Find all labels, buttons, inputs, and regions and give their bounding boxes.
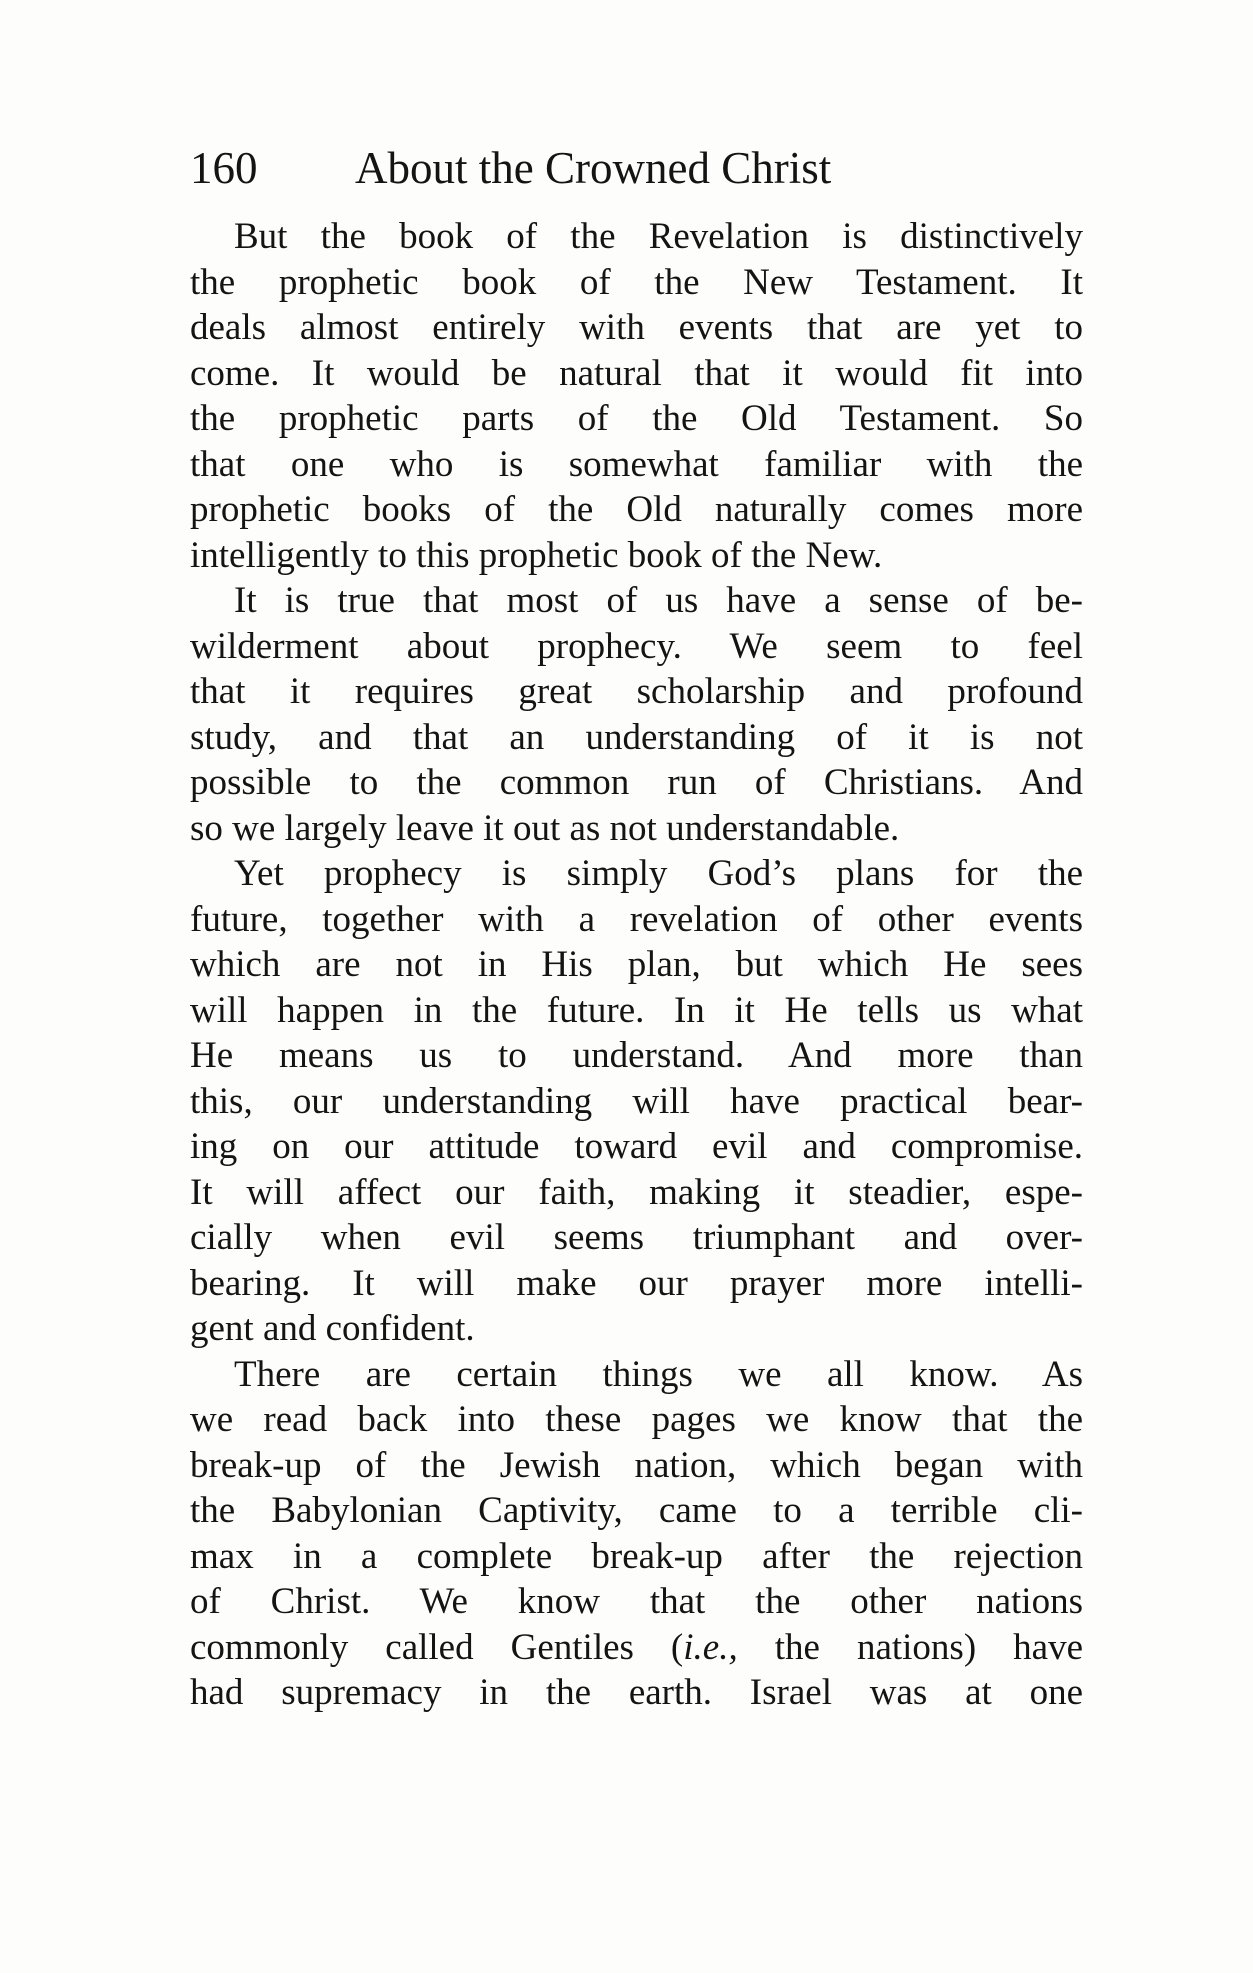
text-line: come. It would be natural that it would fit into	[190, 352, 1083, 394]
text-line: It is true that most of us have a sense of be-	[234, 580, 1083, 621]
text-line: break-up of the Jewish nation, which began with	[190, 1444, 1083, 1486]
text-line: deals almost entirely with events that are yet to	[190, 307, 1083, 348]
text-line: He means us to understand. And more than	[190, 1035, 1083, 1076]
text-segment: commonly called Gentiles (	[190, 1626, 684, 1668]
page-number: 160	[190, 143, 258, 193]
text-line: gent and confident.	[190, 1308, 475, 1349]
text-line: that one who is somewhat familiar with the	[190, 443, 1083, 485]
text-line	[190, 1625, 1083, 1671]
text-line: max in a complete break-up after the rejection	[190, 1535, 1083, 1577]
text-line: we read back into these pages we know that the	[190, 1399, 1083, 1440]
text-line: that it requires great scholarship and profound	[190, 671, 1083, 712]
text-line: bearing. It will make our prayer more intelli-	[190, 1262, 1083, 1304]
text-line: cially when evil seems triumphant and over-	[190, 1217, 1083, 1258]
paragraph	[190, 851, 1083, 1352]
page-header	[190, 138, 1090, 198]
text-line: There are certain things we all know. As	[234, 1353, 1083, 1395]
text-line: the prophetic parts of the Old Testament. So	[190, 398, 1083, 439]
text-line: wilderment about prophecy. We seem to feel	[190, 625, 1083, 667]
text-line: But the book of the Revelation is distinctively	[234, 216, 1083, 257]
text-line: prophetic books of the Old naturally comes more	[190, 489, 1083, 530]
text-line: this, our understanding will have practical bear-	[190, 1080, 1083, 1122]
body-text	[190, 214, 1083, 1716]
text-line: had supremacy in the earth. Israel was at one	[190, 1672, 1083, 1713]
running-title: About the Crowned Christ	[355, 143, 832, 193]
text-line: study, and that an understanding of it is not	[190, 716, 1083, 758]
text-segment: the nations) have	[737, 1626, 1084, 1668]
text-line: will happen in the future. In it He tells us what	[190, 989, 1083, 1031]
text-line: the prophetic book of the New Testament. It	[190, 261, 1083, 303]
text-line: future, together with a revelation of other events	[190, 898, 1083, 940]
paragraph	[190, 578, 1083, 851]
text-line: Yet prophecy is simply God’s plans for the	[234, 853, 1083, 894]
paragraph	[190, 1352, 1083, 1716]
text-line: ing on our attitude toward evil and compromise.	[190, 1126, 1083, 1167]
text-line: which are not in His plan, but which He sees	[190, 944, 1083, 985]
paragraph	[190, 214, 1083, 578]
text-line: intelligently to this prophetic book of the New.	[190, 534, 883, 576]
text-line: the Babylonian Captivity, came to a terrible cli-	[190, 1490, 1083, 1531]
italic-abbreviation: i.e.,	[683, 1626, 738, 1668]
text-line: of Christ. We know that the other nations	[190, 1581, 1083, 1622]
text-line: It will affect our faith, making it steadier, espe-	[190, 1171, 1083, 1213]
text-line: possible to the common run of Christians. And	[190, 762, 1083, 803]
text-line: so we largely leave it out as not understandable.	[190, 807, 900, 849]
